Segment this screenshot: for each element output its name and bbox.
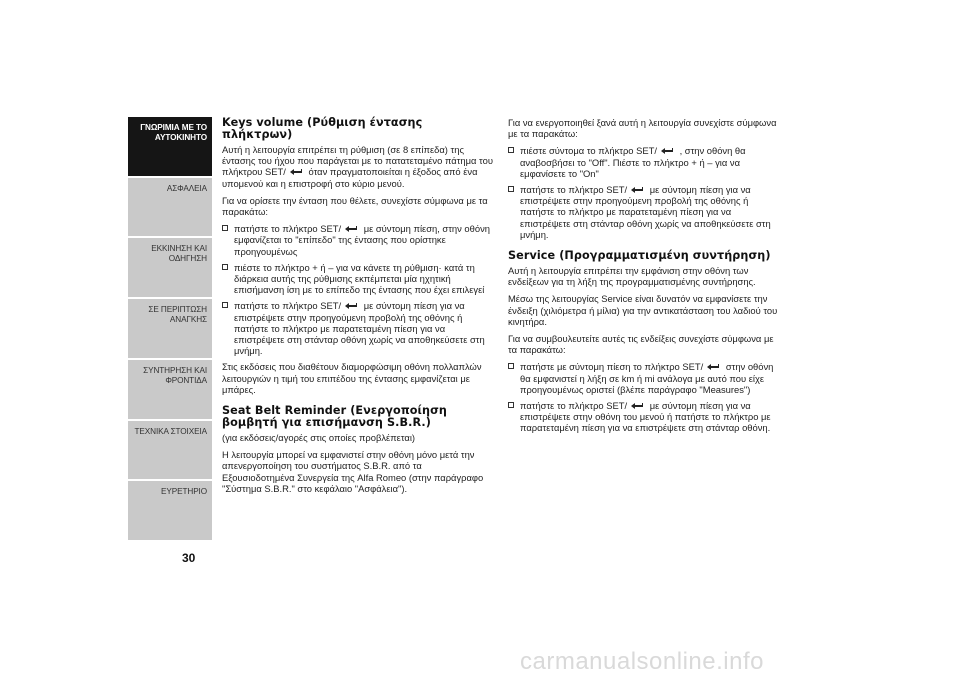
tab-safety[interactable] [128,178,212,238]
tab-label: ΦΡΟΝΤΙΔΑ [165,375,207,385]
text-span: πιέστε το πλήκτρο + ή – για να κάνετε τη ρύθμιση· κατά τη διάρκεια αυτής της ρύθμισης εκπέμπεται μία ηχητική επισήμανση ίση με το επίπεδο της έντασης που έχει επιλεγεί [234,261,485,296]
left-column [222,117,494,500]
tab-getting-to-know-car[interactable] [128,117,212,177]
checkbox-bullet-icon [222,225,228,231]
return-arrow-icon [343,225,359,233]
text-span: Αυτή η λειτουργία επιτρέπει τη ρύθμιση (σε 8 επίπεδα) της έντασης του ήχου που παράγεται με το πατατεταμένο πάτημα του πλήκτρου SET/ [222,144,493,178]
text-span: πατήστε το πλήκτρο SET/ [234,223,342,235]
tab-technical-data[interactable] [128,421,212,481]
text-span: , στην οθόνη θα αναβοσβήσει το "Off". Πιέστε το πλήκτρο + ή – για να εμφανίσετε το "On" [520,145,746,179]
text-span: με σύντομη πίεση για να επιστρέψετε στην οθόνη του μενού ή πατήστε το πλήκτρο με παρατεταμένη πίεση για να επιστρέψετε στη στάνταρ οθόνη. [520,400,771,434]
paragraph: Μέσω της λειτουργίας Service είναι δυνατόν να εμφανίσετε την ένδειξη (χιλιόμετρα ή μίλια) για την αντικατάσταση του λαδιού του κινητήρα. [508,293,778,327]
text-span: με σύντομη πίεση για να επιστρέψετε στην προηγούμενη προβολή της οθόνης ή πατήστε το πλήκτρο με παρατεταμένη πίεση για να επιστρέψετε στη στάνταρ οθόνη χωρίς να αποθηκεύσετε στη μνήμη. [520,184,771,240]
tab-index[interactable] [128,481,212,541]
tab-label: ΑΥΤΟΚΙΝΗΤΟ [154,133,207,142]
text-span: πατήστε με σύντομη πίεση το πλήκτρο SET/ [520,361,704,373]
return-arrow-icon [705,363,721,371]
paragraph [222,144,494,189]
return-arrow-icon [343,302,359,310]
tab-label: ΤΕΧΝΙΚΑ ΣΤΟΙΧΕΙΑ [134,426,207,436]
paragraph: Αυτή η λειτουργία επιτρέπει την εμφάνιση στην οθόνη των ενδείξεων για τη λήξη της προγραμματισμένης συντήρησης. [508,265,756,288]
checkbox-bullet-icon [508,402,514,408]
checkbox-bullet-icon [222,264,228,270]
sbr-note: (για εκδόσεις/αγορές στις οποίες προβλέπεται) [222,432,416,444]
checkbox-bullet-icon [508,363,514,369]
list-item [508,184,778,240]
text-span: πατήστε το πλήκτρο SET/ [520,400,628,412]
chapter-sidebar [128,117,212,541]
list-item [508,400,778,434]
return-arrow-icon [288,168,304,176]
sbr-heading: Seat Belt Reminder (Ενεργοποίηση βομβητή για επισήμανση S.B.R.) [222,404,447,430]
text-span: πιέστε σύντομα το πλήκτρο SET/ [520,145,657,157]
paragraph: Για να συμβουλευτείτε αυτές τις ενδείξεις συνεχίστε σύμφωνα με τα παρακάτω: [508,333,774,356]
tab-label: ΣΕ ΠΕΡΙΠΤΩΣΗ [148,305,207,315]
checkbox-bullet-icon [222,302,228,308]
tab-label: ΑΝΑΓΚΗΣ [169,315,207,325]
tab-label: ΟΔΗΓΗΣΗ [168,254,207,264]
text-span: με σύντομη πίεση, στην οθόνη εμφανίζεται το "επίπεδο" της έντασης που ορίστηκε προηγουμένως [234,223,490,257]
tab-label: ΓΝΩΡΙΜΙΑ ΜΕ ΤΟ [140,123,207,132]
return-arrow-icon [629,186,645,194]
text-span: πατήστε το πλήκτρο SET/ [234,300,342,312]
text-span: πατήστε το πλήκτρο SET/ [520,184,628,196]
right-column [508,117,778,439]
list-item [222,300,494,356]
checkbox-bullet-icon [508,186,514,192]
return-arrow-icon [659,147,675,155]
list-item [222,223,494,257]
paragraph: Για να ενεργοποιηθεί ξανά αυτή η λειτουργία συνεχίστε σύμφωνα με τα παρακάτω: [508,117,777,140]
service-heading: Service (Προγραμματισμένη συντήρηση) [508,249,771,263]
page-number: 30 [182,551,196,565]
checkbox-bullet-icon [508,147,514,153]
text-span: με σύντομη πίεση για να επιστρέψετε στην προηγούμενη προβολή της οθόνης ή πατήστε το πλήκτρο με παρατεταμένη πίεση για να επιστρέψετε στη στάνταρ οθόνη χωρίς να αποθηκεύσετε στη μνήμη. [234,300,485,357]
paragraph: Η λειτουργία μπορεί να εμφανιστεί στην οθόνη μόνο μετά την απενεργοποίηση του συστήματος S.B.R. από τα Εξουσιοδοτημένα Συνεργεία της Alfa Romeo (στην παράγραφο "Σύστημα S.B.R." στο κεφάλαιο "Ασφάλεια"). [222,449,484,494]
list-item [508,145,778,179]
tab-maintenance[interactable] [128,360,212,420]
tab-starting-driving[interactable] [128,238,212,298]
watermark: carmanualsonline.info [520,648,764,675]
keys-volume-heading: Keys volume (Ρύθμιση έντασης πλήκτρων) [222,116,423,141]
tab-label: ΑΣΦΑΛΕΙΑ [166,183,207,193]
text-span: όταν πραγματοποιείται η έξοδος από ένα υπομενού και η επιστροφή στο κύριο μενού. [222,166,478,189]
paragraph: Στις εκδόσεις που διαθέτουν διαμορφώσιμη οθόνη πολλαπλών λειτουργιών η τιμή του επιπέδου της έντασης εμφανίζεται με μπάρες. [222,361,482,395]
tab-label: ΕΚΚΙΝΗΣΗ ΚΑΙ [151,244,207,254]
text-span: στην οθόνη θα εμφανιστεί η λήξη σε km ή mi ανάλογα με αυτό που είχε προηγουμένως οριστεί (βλέπε παράγραφο "Measures") [520,361,774,395]
tab-label: ΣΥΝΤΗΡΗΣΗ ΚΑΙ [143,365,207,375]
paragraph: Για να ορίσετε την ένταση που θέλετε, συνεχίστε σύμφωνα με τα παρακάτω: [222,194,488,218]
return-arrow-icon [629,402,645,410]
list-item [508,361,778,395]
list-item [222,262,494,296]
tab-emergency[interactable] [128,299,212,359]
tab-label: ΕΥΡΕΤΗΡΙΟ [161,487,207,497]
